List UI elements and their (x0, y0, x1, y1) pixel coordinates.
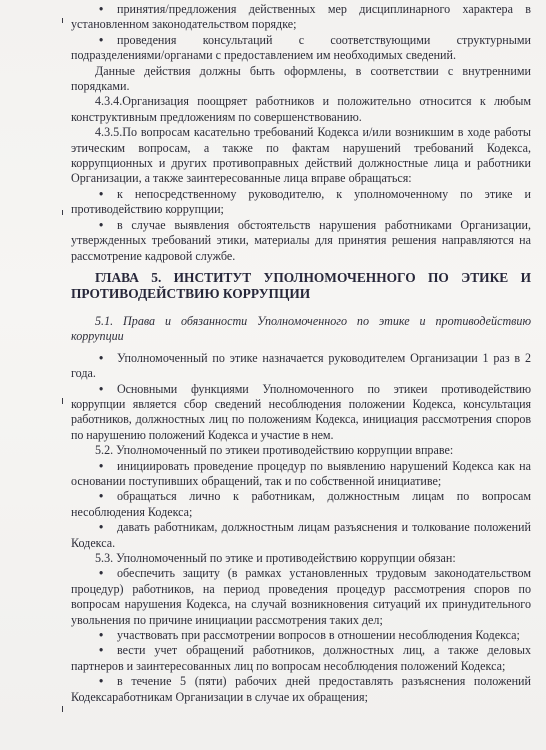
paragraph: • обеспечить защиту (в рамках установленных трудовым законодательством процедур) работников, на период проведения процедур рассмотрения споров по вопросам нарушения Кодекса, на случай возникновения ситуаций их принудительного увольнения по причине инициации рассмотрения таких дел; (71, 566, 531, 628)
section-subheading: 5.1. Права и обязанности Уполномоченного по этике и противодействию коррупции (71, 313, 531, 344)
margin-mark (62, 398, 63, 404)
paragraph: 4.3.5.По вопросам касательно требований Кодекса и/или возникшим в ходе работы этическим вопросам, а также по фактам нарушений требований Кодекса, коррупционных и других противоправных действий должностные лица и работники Организации, а также заинтересованные лица вправе обращаться: (71, 125, 531, 186)
paragraph: • обращаться лично к работникам, должностным лицам по вопросам несоблюдения Кодекса; (71, 489, 531, 520)
paragraph: • Основными функциями Уполномоченного по этикеи противодействию коррупции является сбор сведений несоблюдения положении Кодекса, консультация работников, должностных лиц по положениям Кодекса, инициация рассмотрения споров по нарушению положений Кодекса и участие в нем. (71, 382, 531, 444)
paragraph: • в случае выявления обстоятельств нарушения работниками Организации, утвержденных требований этики, материалы для принятия решения направляются на рассмотрение кадровой службе. (71, 218, 531, 264)
margin-mark (62, 18, 63, 23)
paragraph: • в течение 5 (пяти) рабочих дней предоставлять разъяснения положений Кодексаработникам Организации в случае их обращения; (71, 674, 531, 705)
chapter-heading: ГЛАВА 5. ИНСТИТУТ УПОЛНОМОЧЕННОГО ПО ЭТИКЕ И ПРОТИВОДЕЙСТВИЮ КОРРУПЦИИ (71, 269, 531, 301)
document-body (71, 0, 531, 705)
paragraph: Данные действия должны быть оформлены, в соответствии с внутренними порядками. (71, 63, 531, 94)
margin-mark (62, 706, 63, 712)
paragraph: • инициировать проведение процедур по выявлению нарушений Кодекса как на основании поступивших обращений, так и по собственной инициативе; (71, 459, 531, 490)
paragraph: • проведения консультаций с соответствующими структурными подразделениями/органами с предоставлением им необходимых сведений. (71, 33, 531, 64)
paragraph: • вести учет обращений работников, должностных лиц, а также деловых партнеров и заинтересованных лиц по вопросам несоблюдения положений Кодекса; (71, 643, 531, 674)
paragraph: • участвовать при рассмотрении вопросов в отношении несоблюдения Кодекса; (71, 628, 531, 643)
paragraph: • Уполномоченный по этике назначается руководителем Организации 1 раз в 2 года. (71, 351, 531, 382)
paragraph: 5.2. Уполномоченный по этикеи противодействию коррупции вправе: (95, 443, 454, 458)
paragraph: 4.3.4.Организация поощряет работников и положительно относится к любым конструктивным предложениям по совершенствованию. (71, 94, 531, 124)
paragraph: • давать работникам, должностным лицам разъяснения и толкование положений Кодекса. (71, 520, 531, 551)
paragraph: • принятия/предложения действенных мер дисциплинарного характера в установленном законодательством порядке; (71, 0, 531, 33)
paragraph: • к непосредственному руководителю, к уполномоченному по этике и противодействию коррупции; (71, 187, 531, 218)
paragraph: 5.3. Уполномоченный по этике и противодействию коррупции обязан: (95, 551, 456, 565)
margin-mark (62, 210, 63, 215)
